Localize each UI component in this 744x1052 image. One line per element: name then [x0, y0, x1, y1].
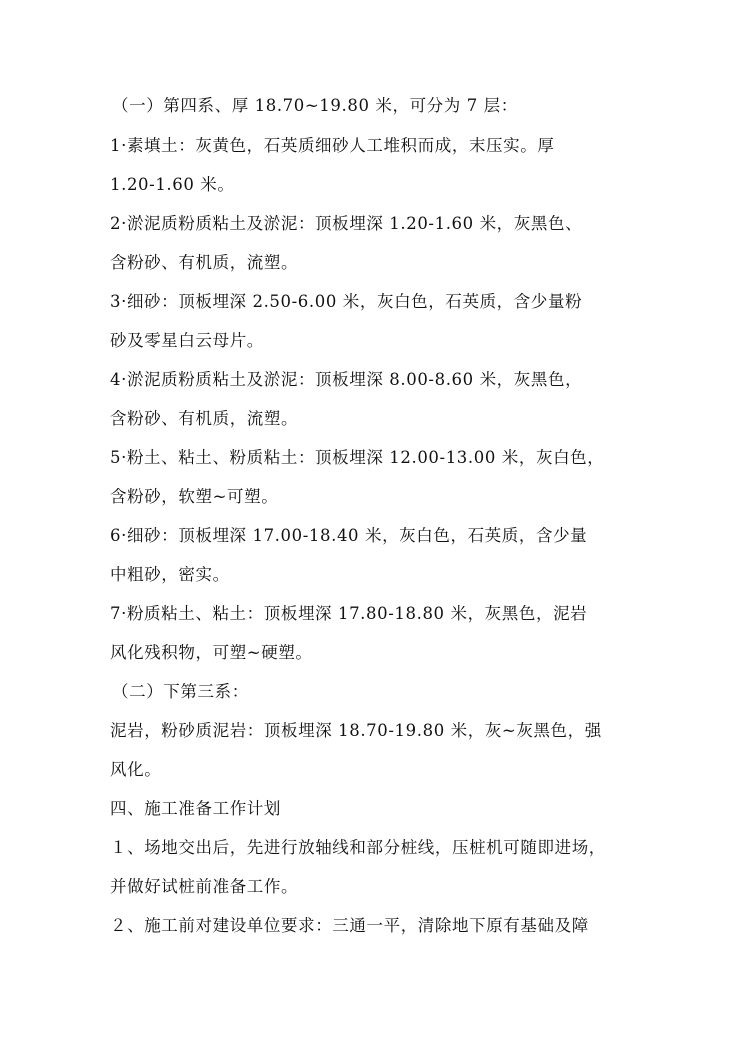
- layer-7-line-1: 7·粉质粘土、粘土：顶板埋深 17.80-18.80 米，灰黑色，泥岩: [110, 604, 588, 623]
- tertiary-line-2: 风化。: [110, 760, 162, 779]
- layer-3-line-2: 砂及零星白云母片。: [110, 331, 264, 350]
- prep-item-1-line-1: １、场地交出后，先进行放轴线和部分桩线，压桩机可随即进场，: [110, 838, 606, 857]
- layer-7-line-2: 风化残积物，可塑~硬塑。: [110, 643, 313, 662]
- layer-6-line-2: 中粗砂，密实。: [110, 565, 230, 584]
- layer-6-line-1: 6·细砂：顶板埋深 17.00-18.40 米，灰白色，石英质，含少量: [110, 526, 588, 545]
- layer-1-line-1: 1·素填土：灰黄色，石英质细砂人工堆积而成，末压实。厚: [110, 136, 555, 155]
- section-heading-quaternary: （一）第四系、厚 18.70~19.80 米，可分为 7 层：: [112, 96, 518, 115]
- layer-2-line-2: 含粉砂、有机质，流塑。: [110, 253, 299, 272]
- layer-4-line-2: 含粉砂、有机质，流塑。: [110, 409, 299, 428]
- section-heading-preparation: 四、施工准备工作计划: [110, 799, 281, 818]
- layer-1-line-2: 1.20-1.60 米。: [110, 175, 235, 194]
- prep-item-1-line-2: 并做好试桩前准备工作。: [110, 877, 299, 896]
- layer-2-line-1: 2·淤泥质粉质粘土及淤泥：顶板埋深 1.20-1.60 米，灰黑色、: [110, 214, 583, 233]
- layer-4-line-1: 4·淤泥质粉质粘土及淤泥：顶板埋深 8.00-8.60 米，灰黑色，: [110, 370, 583, 389]
- layer-5-line-1: 5·粉土、粘土、粉质粘土：顶板埋深 12.00-13.00 米，灰白色，: [110, 448, 605, 467]
- layer-3-line-1: 3·细砂：顶板埋深 2.50-6.00 米，灰白色，石英质，含少量粉: [110, 292, 583, 311]
- tertiary-line-1: 泥岩，粉砂质泥岩：顶板埋深 18.70-19.80 米，灰~灰黑色，强: [110, 721, 602, 740]
- section-heading-tertiary: （二）下第三系：: [112, 682, 249, 701]
- prep-item-2-line-1: ２、施工前对建设单位要求：三通一平，清除地下原有基础及障: [110, 916, 589, 935]
- layer-5-line-2: 含粉砂，软塑~可塑。: [110, 487, 279, 506]
